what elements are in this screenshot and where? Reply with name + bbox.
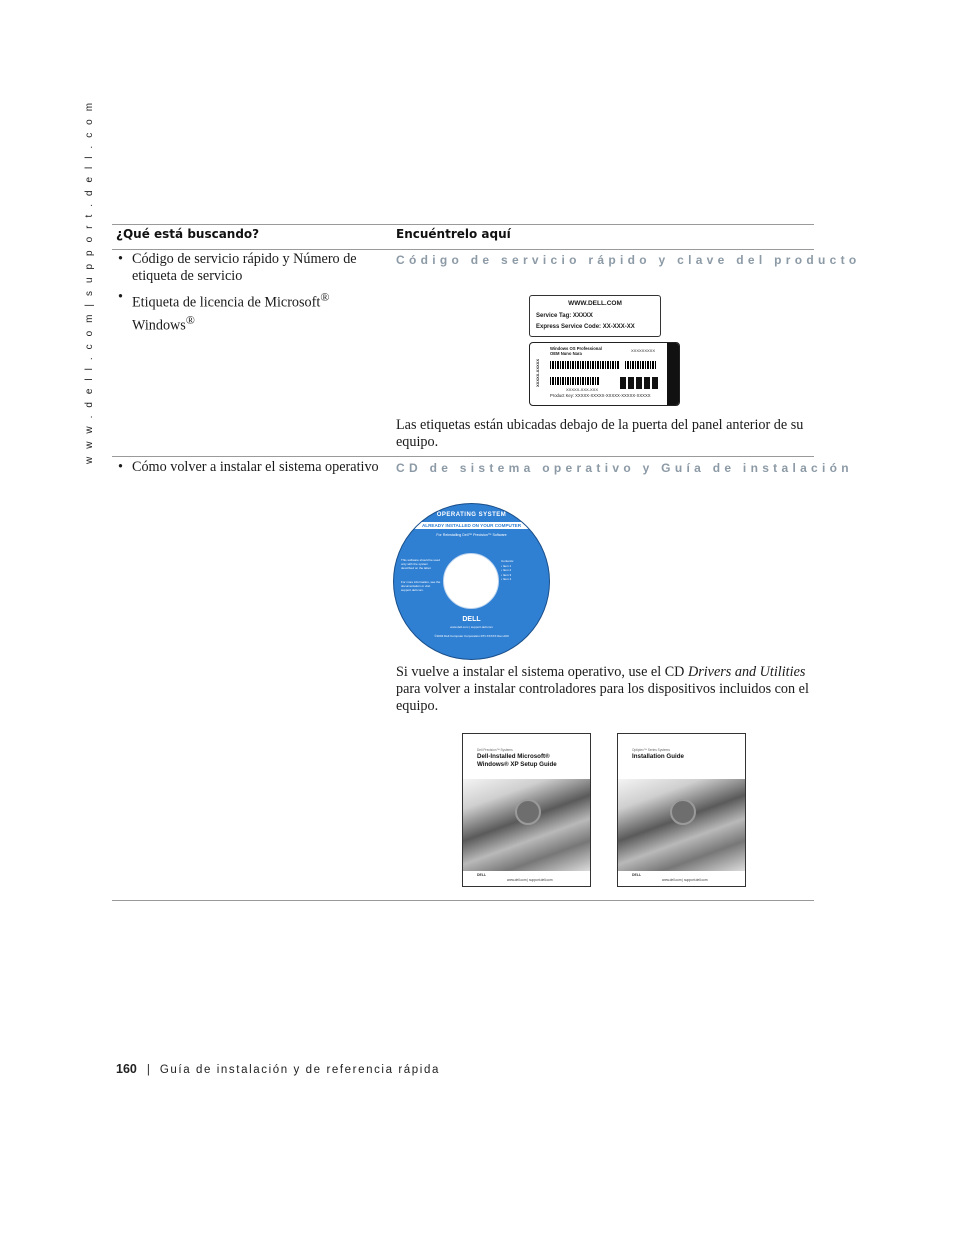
table-bottom-rule	[112, 900, 814, 901]
bullet-service-code: • Código de servicio rápido y Número de etiqueta de servicio	[118, 251, 372, 285]
header-answer: Encuéntrelo aquí	[396, 227, 511, 241]
row1-bullets	[118, 251, 372, 338]
installation-guide-cover: Optiplex™ Series Systems Installation Guide DELL www.dell.com | support.dell.com	[617, 733, 746, 887]
footer-title: Guía de instalación y de referencia rápida	[159, 1064, 440, 1076]
license-label: Windows OS Professional OEM Nuno Nara XXXXXXXXX XXXXX-XXXXX XXXXX-XXX-XXX Product Key: XXXXX-XXXXX-XXXXX-XXXXX-XXXXX	[529, 342, 680, 406]
row2-bullets	[118, 459, 402, 480]
cover-photo	[463, 779, 590, 871]
labels-location-text: Las etiquetas están ubicadas debajo de la puerta del panel anterior de su equipo.	[396, 417, 804, 450]
barcode-2	[625, 361, 657, 369]
os-cd-image: OPERATING SYSTEM ALREADY INSTALLED ON YOUR COMPUTER For Reinstalling Dell™ Precision™ Software This software should be used only with the system described on the label. For more information, see the documentation or visit support.dell.com. Contents: • Item 1 • Item 2 • Item 3 • Item 4 DELL www.dell.com | support.dell.com ©2003 Dell Computer Corporation P/N XXXXX Rev A00	[393, 503, 550, 660]
table-header-rule	[112, 249, 814, 250]
cover-photo	[618, 779, 745, 871]
coa-hologram-icon	[620, 377, 658, 389]
service-tag-label: WWW.DELL.COM Service Tag: XXXXX Express Service Code: XX-XXX-XX	[529, 295, 661, 337]
cd-center-hole	[443, 553, 499, 609]
side-url: w w w . d e l l . c o m | s u p p o r t . d e l l . c o m	[84, 100, 95, 464]
section-title-service-code: Código de servicio rápido y clave del producto	[396, 253, 861, 267]
bullet-reinstall-os: • Cómo volver a instalar el sistema operativo	[118, 459, 402, 476]
header-question: ¿Qué está buscando?	[116, 227, 260, 241]
setup-guide-cover: Dell Precision™ Systems Dell-Installed Microsoft® Windows® XP Setup Guide DELL www.dell.com | support.dell.com	[462, 733, 591, 887]
reinstall-text: Si vuelve a instalar el sistema operativo, use el CD Drivers and Utilities para volver a instalar controladores para los dispositivos incluidos con el equipo.	[396, 664, 809, 714]
table-top-rule	[112, 224, 814, 225]
bullet-license: • Etiqueta de licencia de Microsoft® Windows®	[118, 289, 372, 334]
dell-logo: DELL	[462, 616, 481, 623]
barcode-3	[550, 377, 600, 385]
section-title-os-cd: CD de sistema operativo y Guía de instalación	[396, 461, 853, 475]
page-number: 160	[116, 1062, 137, 1076]
barcode-1	[550, 361, 620, 369]
page-footer: 160 | Guía de instalación y de referencia rápida	[116, 1062, 440, 1076]
row1-bottom-rule	[112, 456, 814, 457]
